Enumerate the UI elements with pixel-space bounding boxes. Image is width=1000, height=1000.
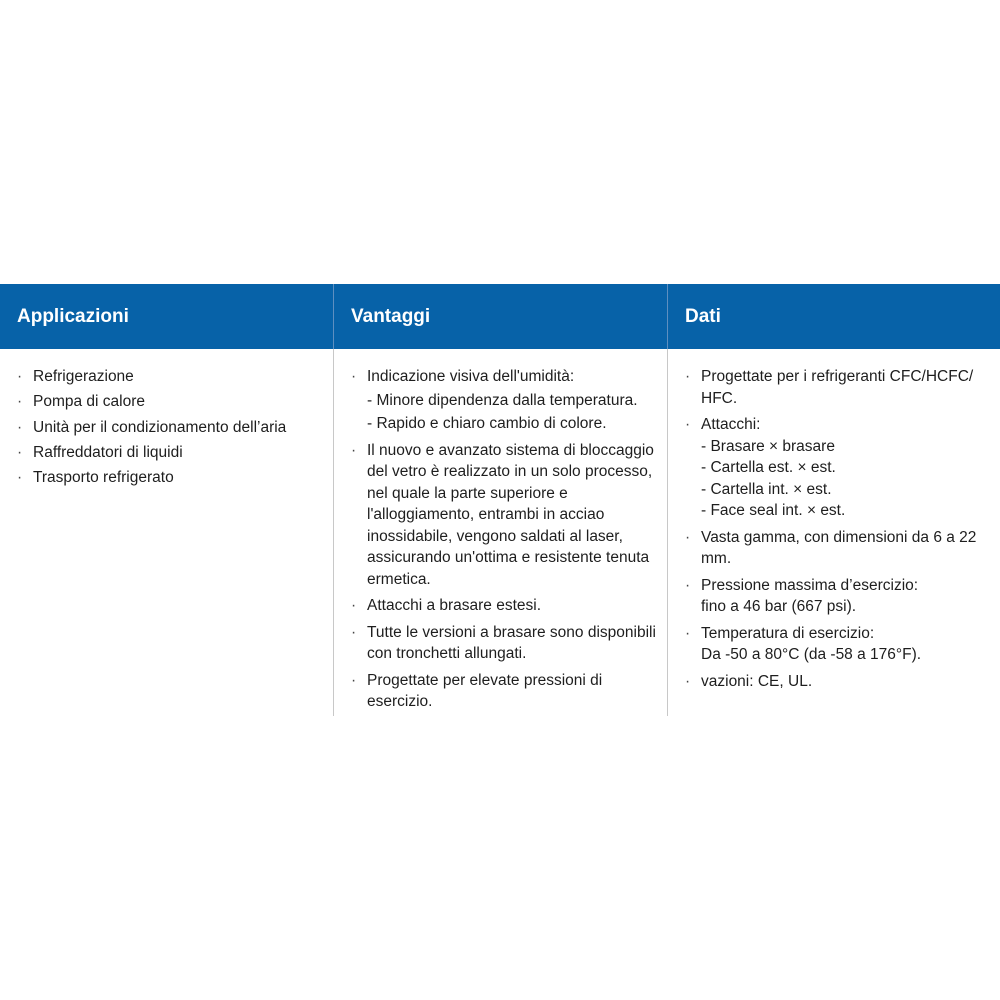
list-item: · Vasta gamma, con dimensioni da 6 a 22 mm. <box>668 527 1000 570</box>
column-applicazioni <box>0 349 333 716</box>
table-header <box>0 284 1000 349</box>
column-dati <box>667 349 1000 716</box>
dati-subitem: - Cartella int. × est. <box>701 480 832 498</box>
vantaggi-subitem: - Minore dipendenza dalla temperatura. <box>367 391 638 409</box>
vantaggi-list <box>334 366 667 713</box>
list-item: · vazioni: CE, UL. <box>668 671 1000 693</box>
dati-item-temperatura-value: Da -50 a 80°C (da -58 a 176°F). <box>701 646 922 663</box>
dati-list <box>668 366 1000 692</box>
dati-item-pressione: · Pressione massima d’esercizio: <box>701 576 919 594</box>
list-item: · Attacchi a brasare estesi. <box>334 595 667 617</box>
list-item: · Pompa di calore <box>0 391 333 413</box>
list-item: · Unità per il condizionamento dell’aria <box>0 417 333 439</box>
header-dati: Dati <box>667 284 1000 349</box>
list-item: · Il nuovo e avanzato sistema di bloccaggio del vetro è realizzato in un solo processo, nel quale la parte superiore e l'alloggiamento, entrambi in acciao inossidabile, vengono saldati al laser, assicurando un'ottima e resistente tenuta ermetica. <box>334 440 667 591</box>
applicazioni-list <box>0 366 333 489</box>
vantaggi-item-1: · Indicazione visiva dell'umidità: <box>367 368 575 385</box>
list-item: · Raffreddatori di liquidi <box>0 442 333 464</box>
table-body <box>0 349 1000 716</box>
list-item <box>668 414 1000 522</box>
dati-item-temperatura: · Temperatura di esercizio: <box>701 624 875 642</box>
list-item: · Progettate per i refrigeranti CFC/HCFC/ HFC. <box>668 366 1000 409</box>
list-item: · Refrigerazione <box>0 366 333 388</box>
dati-item-pressione-value: fino a 46 bar (667 psi). <box>701 598 857 615</box>
vantaggi-subitem: - Rapido e chiaro cambio di colore. <box>367 415 607 432</box>
dati-item-attacchi: · Attacchi: <box>701 416 761 433</box>
list-item <box>334 366 667 435</box>
header-applicazioni: Applicazioni <box>17 305 129 327</box>
list-item: · Progettate per elevate pressioni di esercizio. <box>334 670 667 713</box>
column-vantaggi <box>333 349 667 716</box>
dati-subitem: - Brasare × brasare <box>701 437 835 455</box>
dati-subitem: - Face seal int. × est. <box>701 502 846 519</box>
list-item <box>668 575 1000 618</box>
spec-table <box>0 284 1000 716</box>
list-item: · Trasporto refrigerato <box>0 467 333 489</box>
list-item: · Tutte le versioni a brasare sono disponibili con tronchetti allungati. <box>334 622 667 665</box>
header-vantaggi: Vantaggi <box>333 284 667 349</box>
dati-subitem: - Cartella est. × est. <box>701 459 836 476</box>
list-item <box>668 623 1000 666</box>
